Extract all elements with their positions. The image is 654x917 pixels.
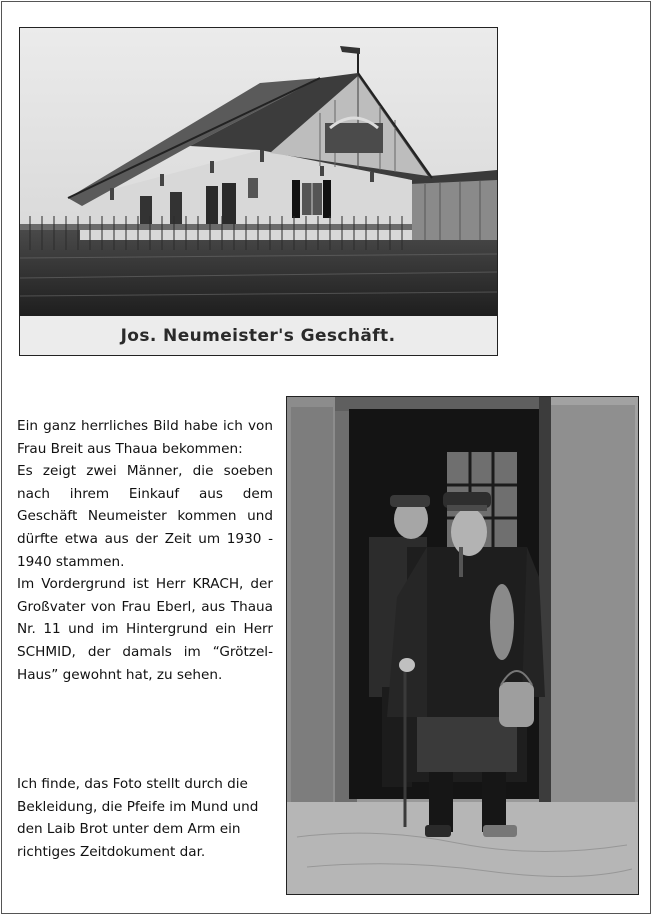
men-photo: [286, 396, 639, 895]
paragraph-4: Ich finde, das Foto stellt durch die Bekleidung, die Pfeife im Mund und den Laib Brot unter dem Arm ein richtiges Zeitdokument dar.: [17, 776, 259, 860]
conclusion-text: [17, 773, 273, 863]
shop-photo: [19, 27, 498, 356]
description-text: [17, 415, 273, 686]
paragraph-3: Im Vordergrund ist Herr KRACH, der Großvater von Frau Eberl, aus Thaua Nr. 11 und im Hintergrund ein Herr SCHMID, der damals im “Grötzel-Haus” gewohnt hat, zu sehen.: [17, 576, 273, 683]
shop-caption: Jos. Neumeister's Geschäft.: [120, 326, 396, 346]
paragraph-1: Ein ganz herrliches Bild habe ich von Frau Breit aus Thaua bekommen:: [17, 418, 273, 457]
paragraph-2: Es zeigt zwei Männer, die soeben nach ihrem Einkauf aus dem Geschäft Neumeister kommen und dürfte etwa aus der Zeit um 1930 - 1940 stammen.: [17, 463, 273, 570]
